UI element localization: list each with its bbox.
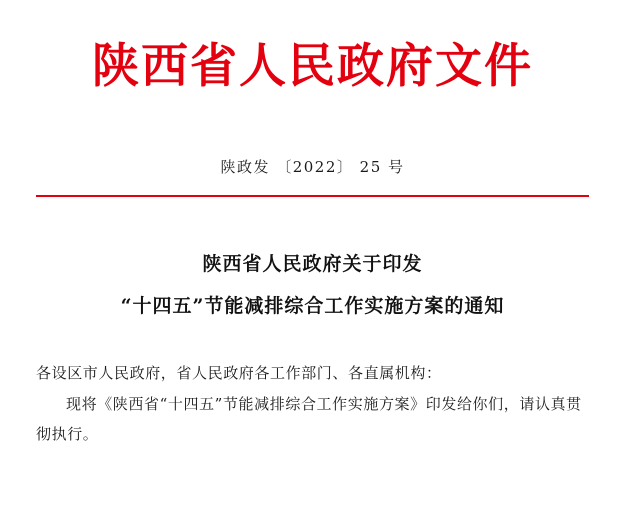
- body-paragraph-salutation: 各设区市人民政府，省人民政府各工作部门、各直属机构：: [36, 363, 442, 382]
- document-body: [36, 358, 589, 450]
- body-paragraph-1: 现将《陕西省“十四五”节能减排综合工作实施方案》印发给你们，请认真贯彻执行。: [36, 394, 582, 444]
- masthead: [0, 0, 625, 94]
- document-title: [0, 249, 625, 322]
- document-number: 陕政发 〔2022〕 25 号: [220, 158, 405, 177]
- document-title-line-2: “十四五”节能减排综合工作实施方案的通知: [120, 295, 505, 318]
- document-title-line-1: 陕西省人民政府关于印发: [202, 253, 423, 276]
- masthead-title: 陕西省人民政府文件: [92, 39, 533, 94]
- red-horizontal-rule: [36, 195, 589, 197]
